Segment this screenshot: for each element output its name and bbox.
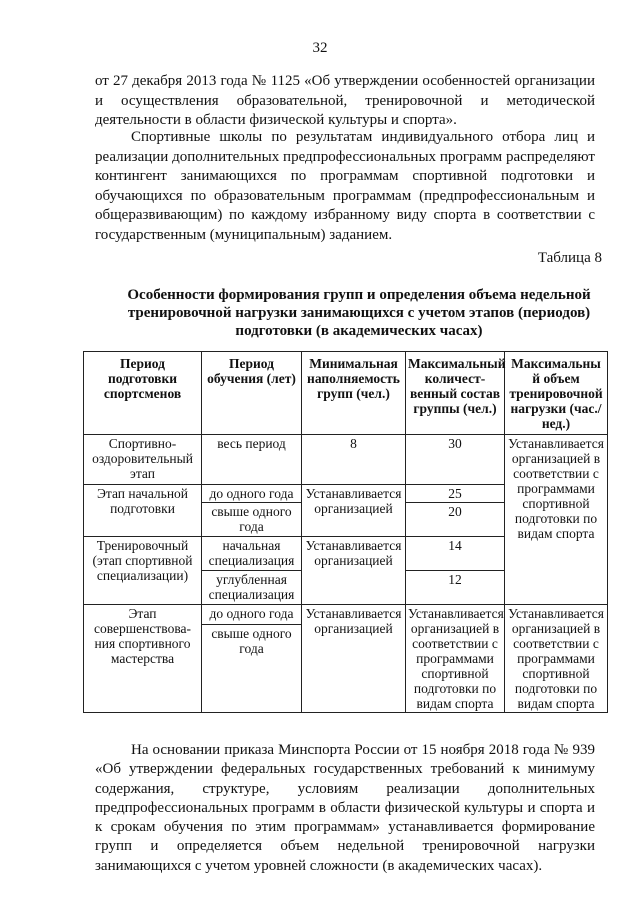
header-min-group: Минимальная наполняемость групп (чел.) xyxy=(302,352,406,435)
paragraph-closing: На основании приказа Минспорта России от 15 ноября 2018 года № 939 «Об утверждении федеральных государственных требований к минимуму содержания, структуре, условиям реализации дополнительных предпрофессиональных программ в области физической культуры и спорта и к срокам обучения по этим программам» устанавливается формирование групп и определяется объем недельной тренировочной нагрузки занимающихся с учетом уровней сложности (в академических часах). xyxy=(95,742,595,874)
header-max-group: Максимальный количест-венный состав группы (чел.) xyxy=(406,352,505,435)
cell-period: свыше одного года xyxy=(202,624,302,712)
cell-min: 8 xyxy=(302,435,406,485)
cell-load-merged: Устанавливается организацией в соответствии с программами спортивной подготовки по видам спорта xyxy=(505,435,608,605)
cell-period: до одного года xyxy=(202,485,302,503)
cell-max: 25 xyxy=(406,485,505,503)
page-number: 32 xyxy=(312,40,328,56)
cell-max-note: Устанавливается организацией в соответствии с программами спортивной подготовки по видам спорта xyxy=(406,605,505,713)
cell-min: Устанавливается организацией xyxy=(302,485,406,537)
cell-min: Устанавливается организацией xyxy=(302,537,406,605)
cell-max: 30 xyxy=(406,435,505,485)
table-row xyxy=(84,605,608,625)
cell-stage-training: Тренировочный (этап спортивной специализации) xyxy=(84,537,202,605)
header-study-period: Период обучения (лет) xyxy=(202,352,302,435)
cell-stage-health: Спортивно-оздоровительный этап xyxy=(84,435,202,485)
cell-max: 14 xyxy=(406,537,505,571)
groups-load-table xyxy=(83,351,608,713)
table-label: Таблица 8 xyxy=(537,250,602,266)
cell-max: 12 xyxy=(406,571,505,605)
header-stage: Период подготовки спортсменов xyxy=(84,352,202,435)
cell-stage-initial: Этап начальной подготовки xyxy=(84,485,202,537)
table-row xyxy=(84,435,608,485)
cell-load-note: Устанавливается организацией в соответствии с программами спортивной подготовки по видам спорта xyxy=(505,605,608,713)
cell-period: углубленная специализация xyxy=(202,571,302,605)
cell-min: Устанавливается организацией xyxy=(302,605,406,713)
table-title: Особенности формирования групп и определения объема недельной тренировочной нагрузки занимающихся с учетом этапов (периодов) подготовки (в академических часах) xyxy=(127,287,591,339)
cell-stage-mastery: Этап совершенствова-ния спортивного мастерства xyxy=(84,605,202,713)
cell-max: 20 xyxy=(406,503,505,537)
header-max-load: Максимальны й объем тренировочной нагрузки (час./нед.) xyxy=(505,352,608,435)
cell-period: свыше одного года xyxy=(202,503,302,537)
cell-period: начальная специализация xyxy=(202,537,302,571)
cell-period: до одного года xyxy=(202,605,302,625)
cell-period: весь период xyxy=(202,435,302,485)
table-header-row xyxy=(84,352,608,435)
paragraph-sports-schools: Спортивные школы по результатам индивидуального отбора лиц и реализации дополнительных предпрофессиональных программ распределяют контингент занимающихся по программам спортивной подготовки и обучающихся по образовательным программам (предпрофессиональным и общеразвивающим) по каждому избранному виду спорта в соответствии с государственным (муниципальным) заданием. xyxy=(95,129,595,243)
paragraph-order-reference: от 27 декабря 2013 года № 1125 «Об утверждении особенностей организации и осуществления образовательной, тренировочной и методической деятельности в области физической культуры и спорта». xyxy=(95,73,595,128)
